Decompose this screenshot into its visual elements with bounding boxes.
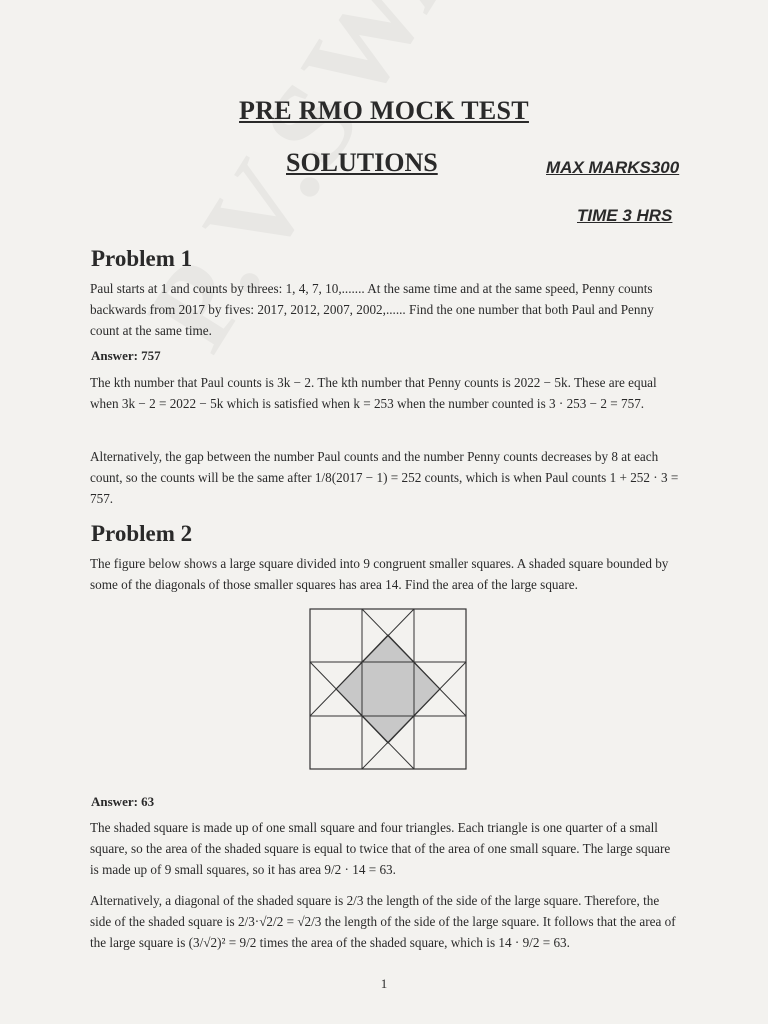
problem-2-heading: Problem 2 <box>91 521 193 546</box>
problem-1-answer: Answer: 757 <box>91 348 161 363</box>
problem-1-question: Paul starts at 1 and counts by threes: 1, 4, 7, 10,....... At the same time and at the same speed, Penny counts backwards from 2017 by fives: 2017, 2012, 2007, 2002,...... Find the one number that both Paul and Penny count at the same time. <box>90 281 654 338</box>
page-subtitle: SOLUTIONS <box>286 148 438 177</box>
nine-square-figure <box>308 607 468 771</box>
time-limit: TIME 3 HRS <box>577 206 673 225</box>
max-marks: MAX MARKS300 <box>546 158 680 177</box>
page-number: 1 <box>380 976 388 991</box>
problem-2-question: The figure below shows a large square divided into 9 congruent smaller squares. A shaded square bounded by some of the diagonals of those smaller squares has area 14. Find the area of the large square. <box>90 556 669 592</box>
problem-1-solution-2: Alternatively, the gap between the number Paul counts and the number Penny counts decreases by 8 at each count, so the counts will be the same after 1/8(2017 − 1) = 252 counts, which is when Paul counts 1 + 252 · 3 = 757. <box>90 449 679 506</box>
problem-1-solution-1: The kth number that Paul counts is 3k − 2. The kth number that Penny counts is 2022 − 5k. These are equal when 3k − 2 = 2022 − 5k which is satisfied when k = 253 when the number counted is 3 · 253 − 2 = 757. <box>90 375 657 411</box>
page-title: PRE RMO MOCK TEST <box>239 96 529 125</box>
problem-2-answer: Answer: 63 <box>91 794 155 809</box>
problem-2-solution-1: The shaded square is made up of one small square and four triangles. Each triangle is one quarter of a small square, so the area of the shaded square is equal to twice that of the area of one small square. The large square is made up of 9 small squares, so it has area 9/2 · 14 = 63. <box>90 820 671 877</box>
problem-1-heading: Problem 1 <box>91 246 193 271</box>
problem-2-solution-2: Alternatively, a diagonal of the shaded square is 2/3 the length of the side of the large square. Therefore, the side of the shaded square is 2/3·√2/2 = √2/3 the length of the side of the large square. It follows that the area of the large square is (3/√2)² = 9/2 times the area of the shaded square, which is 14 · 9/2 = 63. <box>90 893 676 950</box>
shaded-square <box>336 635 440 743</box>
